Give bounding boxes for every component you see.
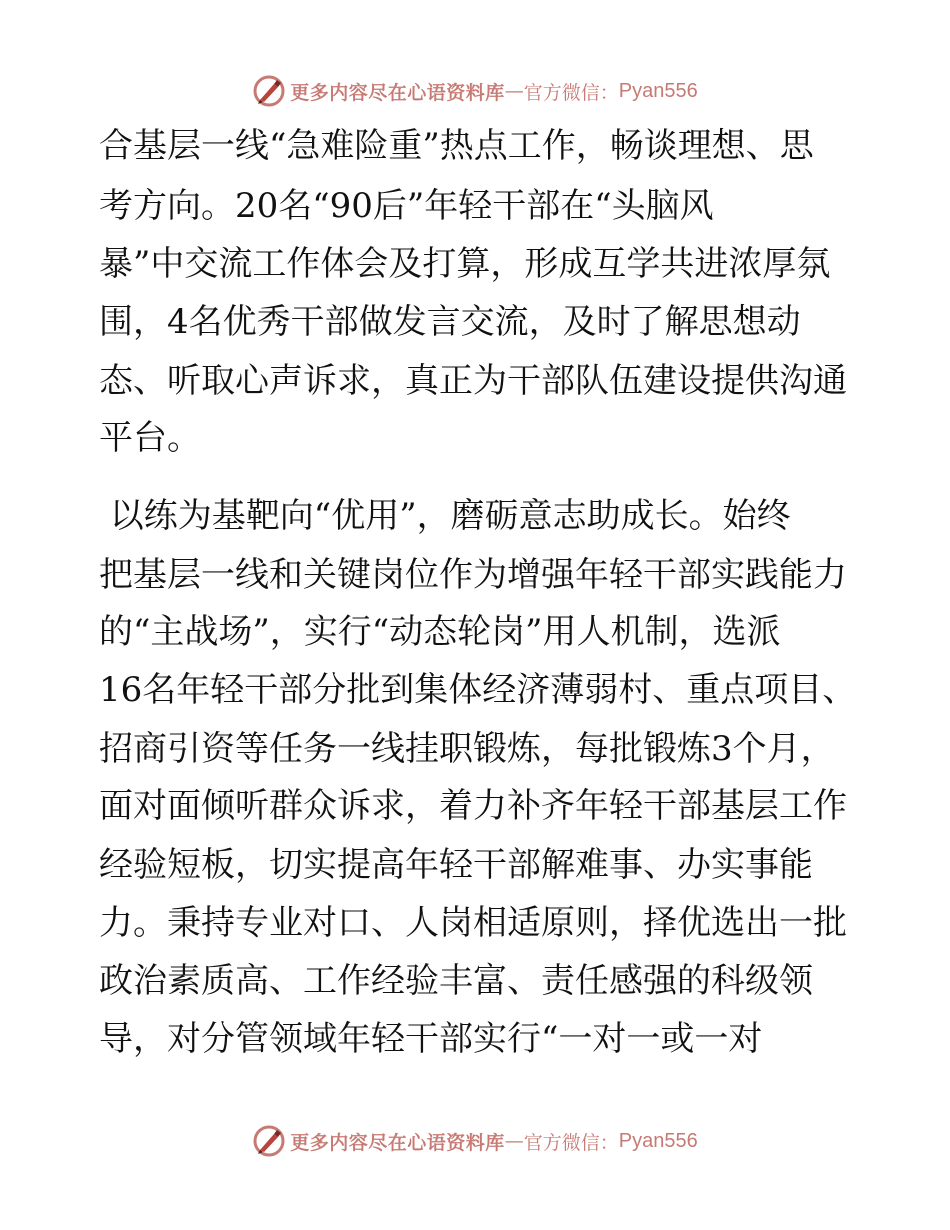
body-line: 导，对分管领域年轻干部实行“一对一或一对 [99, 1019, 763, 1059]
body-line: 态、听取心声诉求，真正为干部队伍建设提供沟通 [99, 361, 847, 401]
body-line: 暴”中交流工作体会及打算，形成互学共进浓厚氛 [99, 244, 831, 284]
pen-logo-icon [252, 74, 286, 108]
body-line: 把基层一线和关键岗位作为增强年轻干部实践能力 [99, 555, 847, 595]
body-line: 力。秉持专业对口、人岗相适原则，择优选出一批 [99, 903, 847, 943]
banner-text: 更多内容尽在心语资料库 [290, 1131, 505, 1154]
body-line: 经验短板，切实提高年轻干部解难事、办实事能 [99, 845, 813, 885]
footer-banner [0, 1121, 950, 1161]
body-line: 面对面倾听群众诉求，着力补齐年轻干部基层工作 [99, 786, 847, 826]
body-line: 以练为基靶向“优用”，磨砺意志助成长。始终 [99, 496, 791, 536]
pen-logo-icon [252, 1124, 286, 1158]
body-line: 政治素质高、工作经验丰富、责任感强的科级领 [99, 961, 813, 1001]
wechat-label: 官方微信： [523, 1131, 619, 1154]
banner-dash: — [504, 1130, 524, 1152]
body-line: 合基层一线“急难险重”热点工作，畅谈理想、思 [99, 126, 814, 166]
banner-text: 更多内容尽在心语资料库 [290, 81, 505, 104]
wechat-label: 官方微信： [523, 81, 619, 104]
body-line: 的“主战场”，实行“动态轮岗”用人机制，选派 [99, 612, 781, 652]
body-line: 平台。 [99, 418, 201, 458]
body-line: 围，4名优秀干部做发言交流，及时了解思想动 [99, 302, 801, 342]
header-banner [0, 71, 950, 111]
wechat-id: Pyan556 [618, 79, 698, 102]
body-line: 招商引资等任务一线挂职锻炼，每批锻炼3个月， [99, 729, 835, 769]
body-line: 16名年轻干部分批到集体经济薄弱村、重点项目、 [99, 670, 857, 710]
wechat-id: Pyan556 [618, 1129, 698, 1152]
banner-dash: — [504, 80, 524, 102]
body-line: 考方向。20名“90后”年轻干部在“头脑风 [99, 186, 714, 226]
